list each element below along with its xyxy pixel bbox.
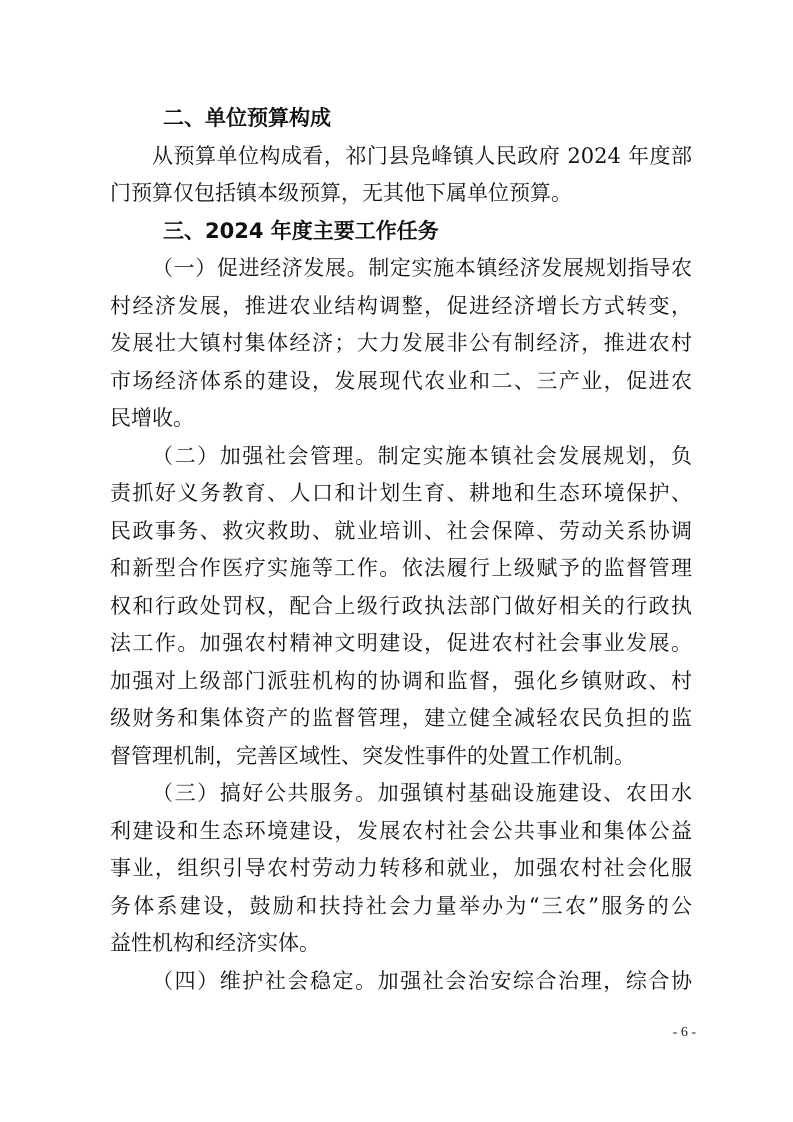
para2-line-7: 加强对上级部门派驻机构的协调和监督，强化乡镇财政、村 [110,668,692,693]
para1-line-2: 村经济发展，推进农业结构调整，促进经济增长方式转变， [110,293,692,318]
section2-line-2: 门预算仅包括镇本级预算，无其他下属单位预算。 [110,181,572,205]
section-heading-3: 三、2024 年度主要工作任务 [163,218,439,243]
para1-line-1: （一）促进经济发展。制定实施本镇经济发展规划指导农 [152,256,692,280]
para2-line-9: 督管理机制，完善区域性、突发性事件的处置工作机制。 [110,743,635,768]
para2-line-1: （二）加强社会管理。制定实施本镇社会发展规划，负 [152,443,692,468]
para2-line-2: 责抓好义务教育、人口和计划生育、耕地和生态环境保护、 [110,481,692,505]
para3-line-3: 事业，组织引导农村劳动力转移和就业，加强农村社会化服 [110,856,692,880]
para2-line-5: 权和行政处罚权，配合上级行政执法部门做好相关的行政执 [110,593,692,618]
document-body [110,100,692,1000]
para2-line-4: 和新型合作医疗实施等工作。依法履行上级赋予的监督管理 [110,556,692,580]
para1-line-4: 市场经济体系的建设，发展现代农业和二、三产业，促进农 [110,368,692,393]
para3-line-5: 益性机构和经济实体。 [110,931,320,955]
para1-line-3: 发展壮大镇村集体经济；大力发展非公有制经济，推进农村 [110,331,692,355]
section2-line-1: 从预算单位构成看，祁门县凫峰镇人民政府 2024 年度部 [152,143,692,168]
section-heading-2: 二、单位预算构成 [163,106,331,130]
para3-line-4: 务体系建设，鼓励和扶持社会力量举办为“三农”服务的公 [110,893,692,918]
para2-line-6: 法工作。加强农村精神文明建设，促进农村社会事业发展。 [110,631,692,655]
para1-line-5: 民增收。 [110,406,194,430]
para3-line-1: （三）搞好公共服务。加强镇村基础设施建设、农田水 [152,781,692,805]
page-number: - 6 - [672,1025,696,1040]
para2-line-8: 级财务和集体资产的监督管理，建立健全减轻农民负担的监 [110,706,692,730]
para4-line-1: （四）维护社会稳定。加强社会治安综合治理，综合协 [152,968,692,993]
para3-line-2: 利建设和生态环境建设，发展农村社会公共事业和集体公益 [110,818,692,843]
para2-line-3: 民政事务、救灾救助、就业培训、社会保障、劳动关系协调 [110,518,692,543]
